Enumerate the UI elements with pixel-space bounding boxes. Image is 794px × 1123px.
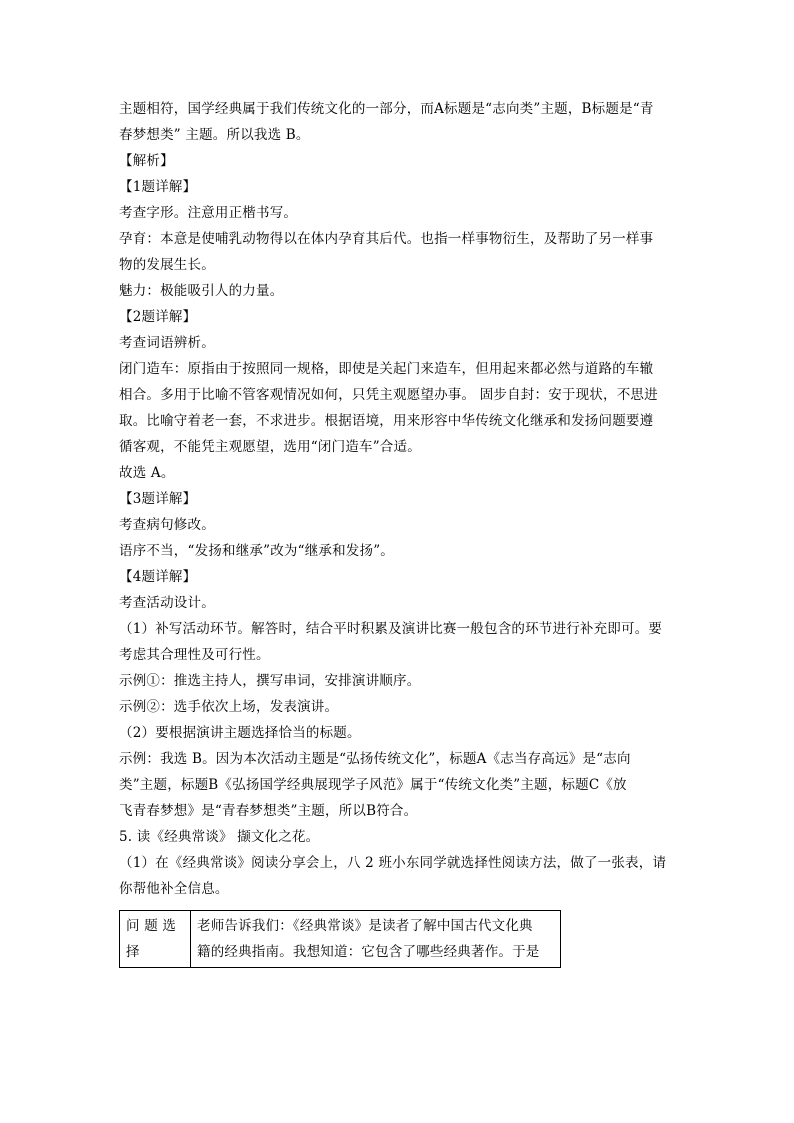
text-line: 物的发展生长。 [119, 257, 215, 273]
text-line: 示例：我选 B。因为本次活动主题是“弘扬传统文化”，标题A《志当存高远》是“志向 [119, 751, 631, 767]
text-line: 考查活动设计。 [119, 595, 215, 611]
text-line: 考查病句修改。 [119, 517, 215, 533]
table-cell-line: 择 [126, 944, 140, 960]
text-line: 【2题详解】 [119, 309, 197, 325]
reading-method-table [119, 910, 561, 968]
text-line: 相合。多用于比喻不管客观情况如何，只凭主观愿望办事。 固步自封：安于现状，不思进 [119, 387, 658, 403]
text-line: 闭门造车：原指由于按照同一规格，即使是关起门来造车，但用起来都必然与道路的车辙 [119, 361, 654, 377]
question-answer-cell [191, 911, 561, 968]
text-line: 你帮他补全信息。 [119, 881, 229, 897]
answer-text [119, 96, 681, 902]
text-line: 考查字形。注意用正楷书写。 [119, 205, 298, 221]
text-line: 取。比喻守着老一套，不求进步。根据语境，用来形容中华传统文化继承和发扬问题要遵 [119, 413, 654, 429]
text-line: 主题相符，国学经典属于我们传统文化的一部分，而A标题是“志向类”主题，B标题是“青 [119, 101, 654, 117]
table-cell-line: 籍的经典指南。我想知道：它包含了哪些经典著作。于是 [197, 944, 540, 960]
table-row [120, 911, 561, 968]
text-line: 语序不当，“发扬和继承”改为“继承和发扬”。 [119, 543, 395, 559]
text-line: 考查词语辨析。 [119, 335, 215, 351]
text-line: 春梦想类” 主题。所以我选 B。 [119, 127, 310, 143]
text-line: 5. 读《经典常谈》 撷文化之花。 [119, 829, 320, 845]
text-line: 飞青春梦想》是“青春梦想类”主题，所以B符合。 [119, 803, 418, 819]
text-line: 【3题详解】 [119, 491, 197, 507]
table-cell-line: 老师告诉我们：《经典常谈》是读者了解中国古代文化典 [197, 918, 533, 934]
text-line: 循客观，不能凭主观愿望，选用“闭门造车”合适。 [119, 439, 421, 455]
document-body [119, 96, 681, 968]
text-line: 【4题详解】 [119, 569, 197, 585]
text-line: 示例②：选手依次上场，发表演讲。 [119, 699, 339, 715]
text-line: 故选 A。 [119, 465, 175, 481]
text-line: 考虑其合理性及可行性。 [119, 647, 270, 663]
text-line: （2）要根据演讲主题选择恰当的标题。 [119, 725, 361, 741]
text-line: 孕育：本意是使哺乳动物得以在体内孕育其后代。也指一样事物衍生，及帮助了另一样事 [119, 231, 654, 247]
text-line: （1）在《经典常谈》阅读分享会上，八 2 班小东同学就选择性阅读方法，做了一张表，请 [119, 855, 667, 871]
table-cell-line: 问 题 选 [126, 918, 177, 934]
text-line: 【1题详解】 [119, 179, 197, 195]
question-selection-cell [120, 911, 191, 968]
text-line: 类”主题，标题B《弘扬国学经典展现学子风范》属于“传统文化类”主题，标题C《放 [119, 777, 627, 793]
text-line: 示例①：推选主持人，撰写串词，安排演讲顺序。 [119, 673, 421, 689]
text-line: 【解析】 [119, 153, 174, 169]
text-line: 魅力：极能吸引人的力量。 [119, 283, 284, 299]
text-line: （1）补写活动环节。解答时，结合平时积累及演讲比赛一般包含的环节进行补充即可。要 [119, 621, 663, 637]
